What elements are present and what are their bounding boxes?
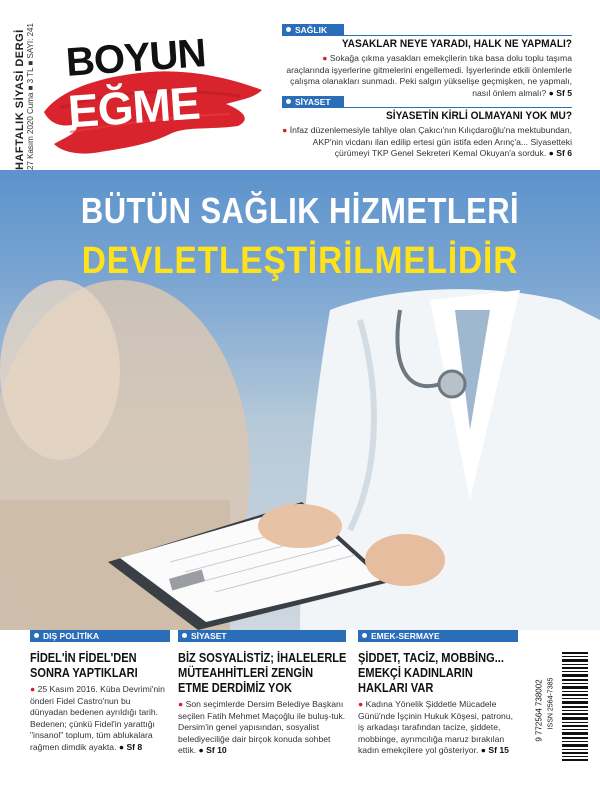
- magazine-type: HAFTALIK SİYASİ DERGİ: [14, 29, 26, 170]
- dot-icon: [286, 99, 291, 104]
- dot-icon: [286, 27, 291, 32]
- bullet-icon: ●: [322, 53, 328, 63]
- issn-number: ISSN 2564-7385: [547, 677, 555, 730]
- logo: [40, 20, 270, 170]
- masthead: [0, 0, 600, 168]
- section-tag: EMEK-SERMAYE: [358, 630, 518, 641]
- page-ref: ● Sf 10: [198, 745, 227, 755]
- section-tag: SİYASET: [178, 630, 346, 641]
- column-title: BİZ SOSYALİSTİZ; İHALELERLE MÜTEAHHİTLERİ ZENGİN ETME DERDİMİZ YOK: [178, 650, 347, 695]
- news-title: SİYASETİN KİRLİ OLMAYANI YOK MU?: [386, 110, 572, 122]
- doctor-photo: [0, 170, 600, 630]
- section-tag: SAĞLIK: [282, 24, 344, 35]
- bullet-icon: ●: [282, 125, 288, 135]
- page-ref: ● Sf 15: [480, 745, 509, 755]
- bullet-icon: ●: [358, 699, 364, 709]
- headline-line-1: BÜTÜN SAĞLIK HİZMETLERİ: [80, 190, 520, 231]
- masthead-vertical-text: [14, 20, 38, 170]
- column-foreign-policy[interactable]: [30, 630, 170, 753]
- top-news-politics[interactable]: [282, 96, 572, 160]
- top-news-health[interactable]: [282, 24, 572, 99]
- news-title: YASAKLAR NEYE YARADI, HALK NE YAPMALI?: [341, 38, 572, 50]
- page-ref: ● Sf 5: [548, 87, 572, 98]
- headline-line-2: DEVLETLEŞTİRİLMELİDİR: [81, 240, 519, 282]
- bottom-section: [0, 630, 600, 800]
- column-body: ● Son seçimlerde Dersim Belediye Başkanı seçilen Fatih Mehmet Maçoğlu ile buluş-tuk. Dersim'in genel yapısından, sosyalist belediyeciliğe dair birçok konuda sohbet ettik. ● Sf 10: [178, 699, 346, 755]
- column-body: ● Kadına Yönelik Şiddetle Mücadele Günü'nde İşçinin Hukuk Köşesi, patronu, iş arkadaşı tarafından tacize, şiddete, mobbinge, ayrımcılığa maruz bırakılan kadın emekçilere yol gösteriyor. ● Sf 15: [358, 699, 513, 755]
- section-tag: DIŞ POLİTİKA: [30, 630, 170, 641]
- page-ref: ● Sf 8: [118, 741, 143, 752]
- cover-hero: [0, 170, 600, 630]
- column-body: ● 25 Kasım 2016. Küba Devrimi'nin önderi Fidel Castro'nun bu dünyadan bedenen ayrıldığı tarih. Bedenen; çünkü Fidel'in yarattığı "insanol" toplum, tüm ablukalara rağmen dimdik ayakta. ● Sf 8: [30, 684, 165, 752]
- section-tag: SİYASET: [282, 96, 344, 107]
- bullet-icon: ●: [30, 684, 36, 694]
- page-ref: ● Sf 6: [548, 148, 572, 158]
- logo-line-1: BOYUN: [64, 31, 207, 85]
- barcode-number: 9 772564 738002: [534, 679, 544, 742]
- logo-line-2: EĞME: [66, 76, 202, 138]
- dot-icon: [362, 633, 367, 638]
- column-labor[interactable]: [358, 630, 518, 757]
- column-politics[interactable]: [178, 630, 346, 757]
- bullet-icon: ●: [178, 699, 184, 709]
- column-title: ŞİDDET, TACİZ, MOBBİNG... EMEKÇİ KADINLARIN HAKLARI VAR: [358, 650, 504, 695]
- dot-icon: [182, 633, 187, 638]
- news-body: ● Sokağa çıkma yasakları emekçilerin tıka basa dolu toplu taşıma araçlarında işyerlerine gitmelerini engellemedi. İşyerlerinde etkili önlemlerle çalışma olanakları sunmadı. Peki salgın yükselişe geçmişken, ne yapmalı, nasıl önlem almalı? ● Sf 5: [286, 53, 572, 98]
- column-title: FİDEL'İN FİDEL'DEN SONRA YAPTIKLARI: [30, 650, 138, 680]
- news-body: ● İnfaz düzenlemesiyle tahliye olan Çakıcı'nın Kılıçdaroğlu'na mektubundan, AKP'nin vicdanı ilan edilip ertesi gün istifa eden Arınç'a... Siyasetteki çürümeyi TKP Genel Sekreteri Kemal Okuyan'a sorduk. ● Sf 6: [282, 125, 572, 158]
- issue-info: 27 Kasım 2020 Cuma ■ 3 TL ■ SAYI: 241: [26, 23, 35, 170]
- dot-icon: [34, 633, 39, 638]
